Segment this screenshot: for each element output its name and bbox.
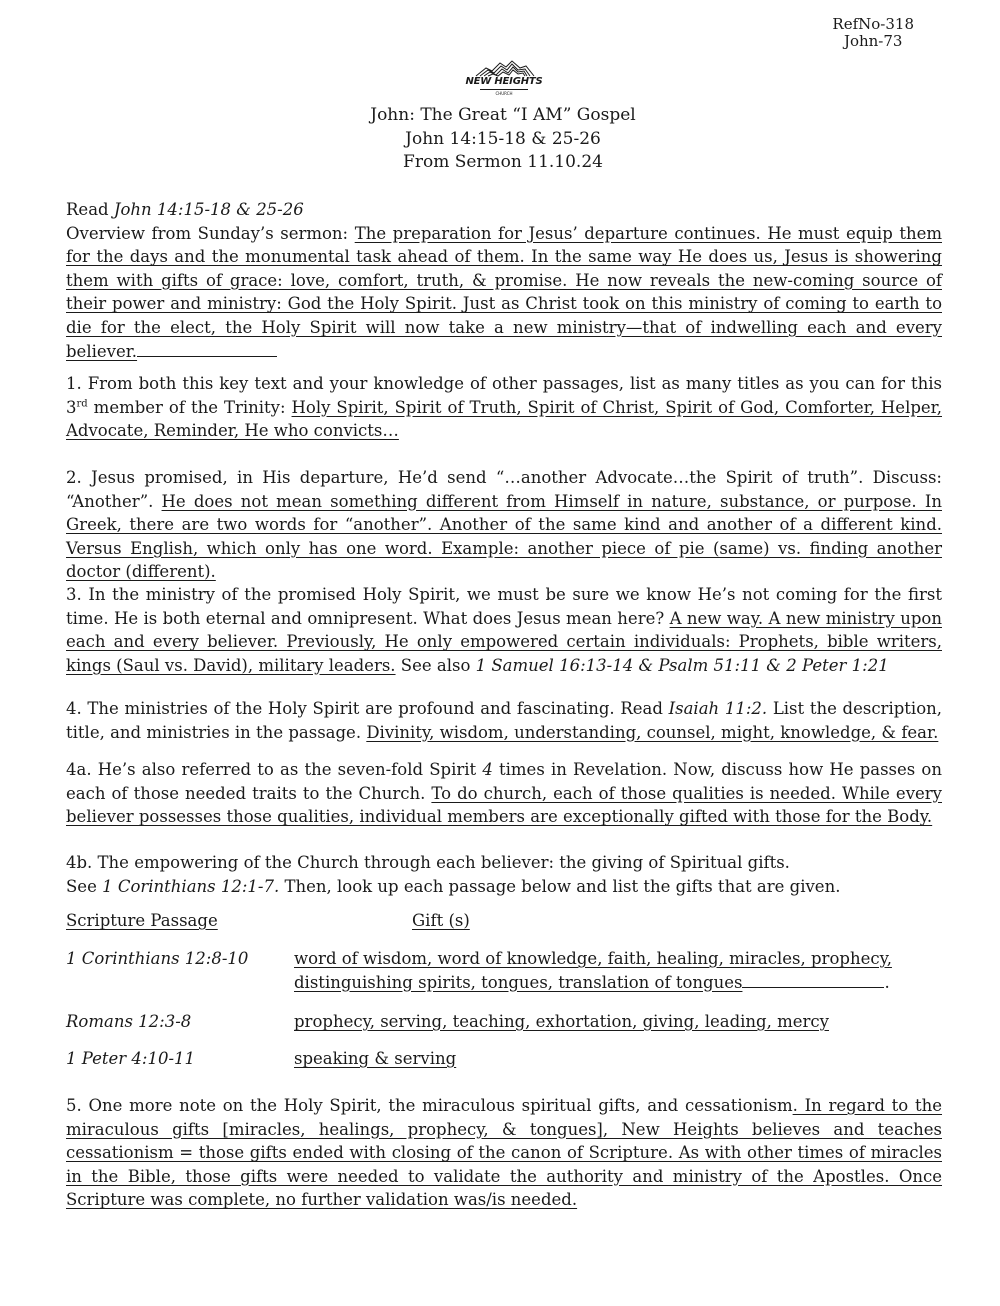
q4-ref: Isaiah 11:2. (668, 699, 768, 718)
ref-john: John-73 (843, 32, 903, 50)
col-gifts: Gift (s) (412, 911, 470, 930)
row-reference: 1 Peter 4:10-11 (66, 1049, 196, 1068)
intro-section (66, 198, 942, 363)
q4b-see: See (66, 876, 103, 896)
q5-answer: . In regard to the miraculous gifts [miracles, healings, prophecy, & tongues], New Heights believes and teaches cessationism = those gifts ended with closing of the canon of Scripture. As with other times of miracles in the Bible, those gifts were needed to validate the authority and ministry of the Apostles. Once Scripture was complete, no further validation was/is needed. (66, 1096, 942, 1210)
passage-title: John 14:15-18 & 25-26 (405, 128, 601, 149)
overview-label: Overview from Sunday’s sermon: (66, 223, 355, 243)
q1-answer: Holy Spirit, Spirit of Truth, Spirit of Christ, Spirit of God, Comforter, Helper, Advocate, Reminder, He who convicts… (66, 397, 942, 441)
read-reference: John 14:15-18 & 25-26 (113, 200, 304, 219)
page-title: John: The Great “I AM” Gospel (370, 105, 636, 125)
read-label: Read (66, 200, 114, 219)
q3-see-refs: 1 Samuel 16:13-14 & Psalm 51:11 & 2 Peter 1:21 (475, 655, 889, 675)
question-4 (66, 697, 942, 744)
q4a-answer: To do church, each of those qualities is needed. While every believer possesses those qualities, individual members are exceptionally gifted with those for the Body. (66, 783, 942, 827)
reference-number (832, 16, 914, 50)
q1-prompt: 1. From both this key text and your knowledge of other passages, list as many titles as you can for this 3 (66, 374, 942, 417)
overview-answer: The preparation for Jesus’ departure continues. He must equip them for the days and the monumental task ahead of them. In the same way He does us, Jesus is showering them with gifts of grace: love, comfort, truth, & promise. He now reveals the new-coming source of their power and ministry: God the Holy Spirit. Just as Christ took on this ministry of coming to earth to die for the elect, the Holy Spirit will now take a new ministry—that of indwelling each and every believer. (66, 223, 942, 361)
q4a-prompt-b: times in Revelation. Now, discuss how He passes on each of those needed traits to the Church. (66, 760, 942, 803)
q2-prompt: 2. Jesus promised, in His departure, He’d send “…another Advocate…the Spirit of truth”. Discuss: “Another”. (66, 468, 942, 511)
q4-answer: Divinity, wisdom, understanding, counsel, might, knowledge, & fear. (366, 722, 939, 742)
q4b-line2: Then, look up each passage below and list the gifts that are given. (279, 876, 841, 896)
q4a-prompt: 4a. He’s also referred to as the seven-fold Spirit (66, 760, 483, 779)
question-2 (66, 466, 942, 584)
logo-rule (480, 89, 528, 90)
sermon-date: From Sermon 11.10.24 (403, 152, 603, 172)
q5-prompt: 5. One more note on the Holy Spirit, the miraculous spiritual gifts, and cessationism (66, 1096, 793, 1115)
church-logo (462, 58, 546, 102)
row-end: . (884, 972, 890, 992)
q1-sup: rd (76, 398, 88, 410)
row-gifts: speaking & serving (294, 1049, 457, 1068)
q3-see-label: See also (395, 655, 476, 675)
q4b-line1: 4b. The empowering of the Church through each believer: the giving of Spiritual gifts. (66, 853, 790, 872)
q1-prompt-b: member of the Trinity: (87, 397, 292, 417)
row-gifts-cont: distinguishing spirits, tongues, translation of tongues (294, 972, 743, 992)
q3-answer: A new way. A new ministry upon each and every believer. Previously, He only empowered certain individuals: Prophets, bible writers, kings (Saul vs. David), military leaders. (66, 608, 942, 675)
ref-number: RefNo-318 (832, 15, 914, 33)
row-gifts: prophecy, serving, teaching, exhortation, giving, leading, mercy (294, 1012, 829, 1031)
title-block (0, 104, 1000, 175)
row-reference: 1 Corinthians 12:8-10 (66, 949, 249, 968)
mountain-logo-icon (462, 58, 546, 78)
q4b-ref: 1 Corinthians 12:1-7. (102, 876, 280, 896)
row-reference: Romans 12:3-8 (66, 1012, 192, 1031)
question-3 (66, 583, 942, 677)
q4-prompt: 4. The ministries of the Holy Spirit are profound and fascinating. Read (66, 699, 669, 718)
col-scripture-passage: Scripture Passage (66, 911, 218, 930)
row-gifts: word of wisdom, word of knowledge, faith, healing, miracles, prophecy, (294, 949, 892, 968)
q4-prompt-b: List the description, title, and ministries in the passage. (66, 699, 942, 742)
q2-answer: He does not mean something different from Himself in nature, substance, or purpose. In Greek, there are two words for “another”. Another of the same kind and another of a different kind. Versus English, which only has one word. Example: another piece of pie (same) vs. finding another doctor (different). (66, 491, 942, 582)
question-4a (66, 758, 942, 829)
q4a-num: 4 (482, 760, 493, 779)
logo-name: NEW HEIGHTS (465, 76, 543, 87)
logo-sub: CHURCH (495, 91, 513, 96)
question-5 (66, 1094, 942, 1212)
q3-prompt: 3. In the ministry of the promised Holy Spirit, we must be sure we know He’s not coming for the first time. He is both eternal and omnipresent. What does Jesus mean here? (66, 585, 942, 628)
question-1 (66, 372, 942, 443)
question-4b (66, 851, 942, 898)
